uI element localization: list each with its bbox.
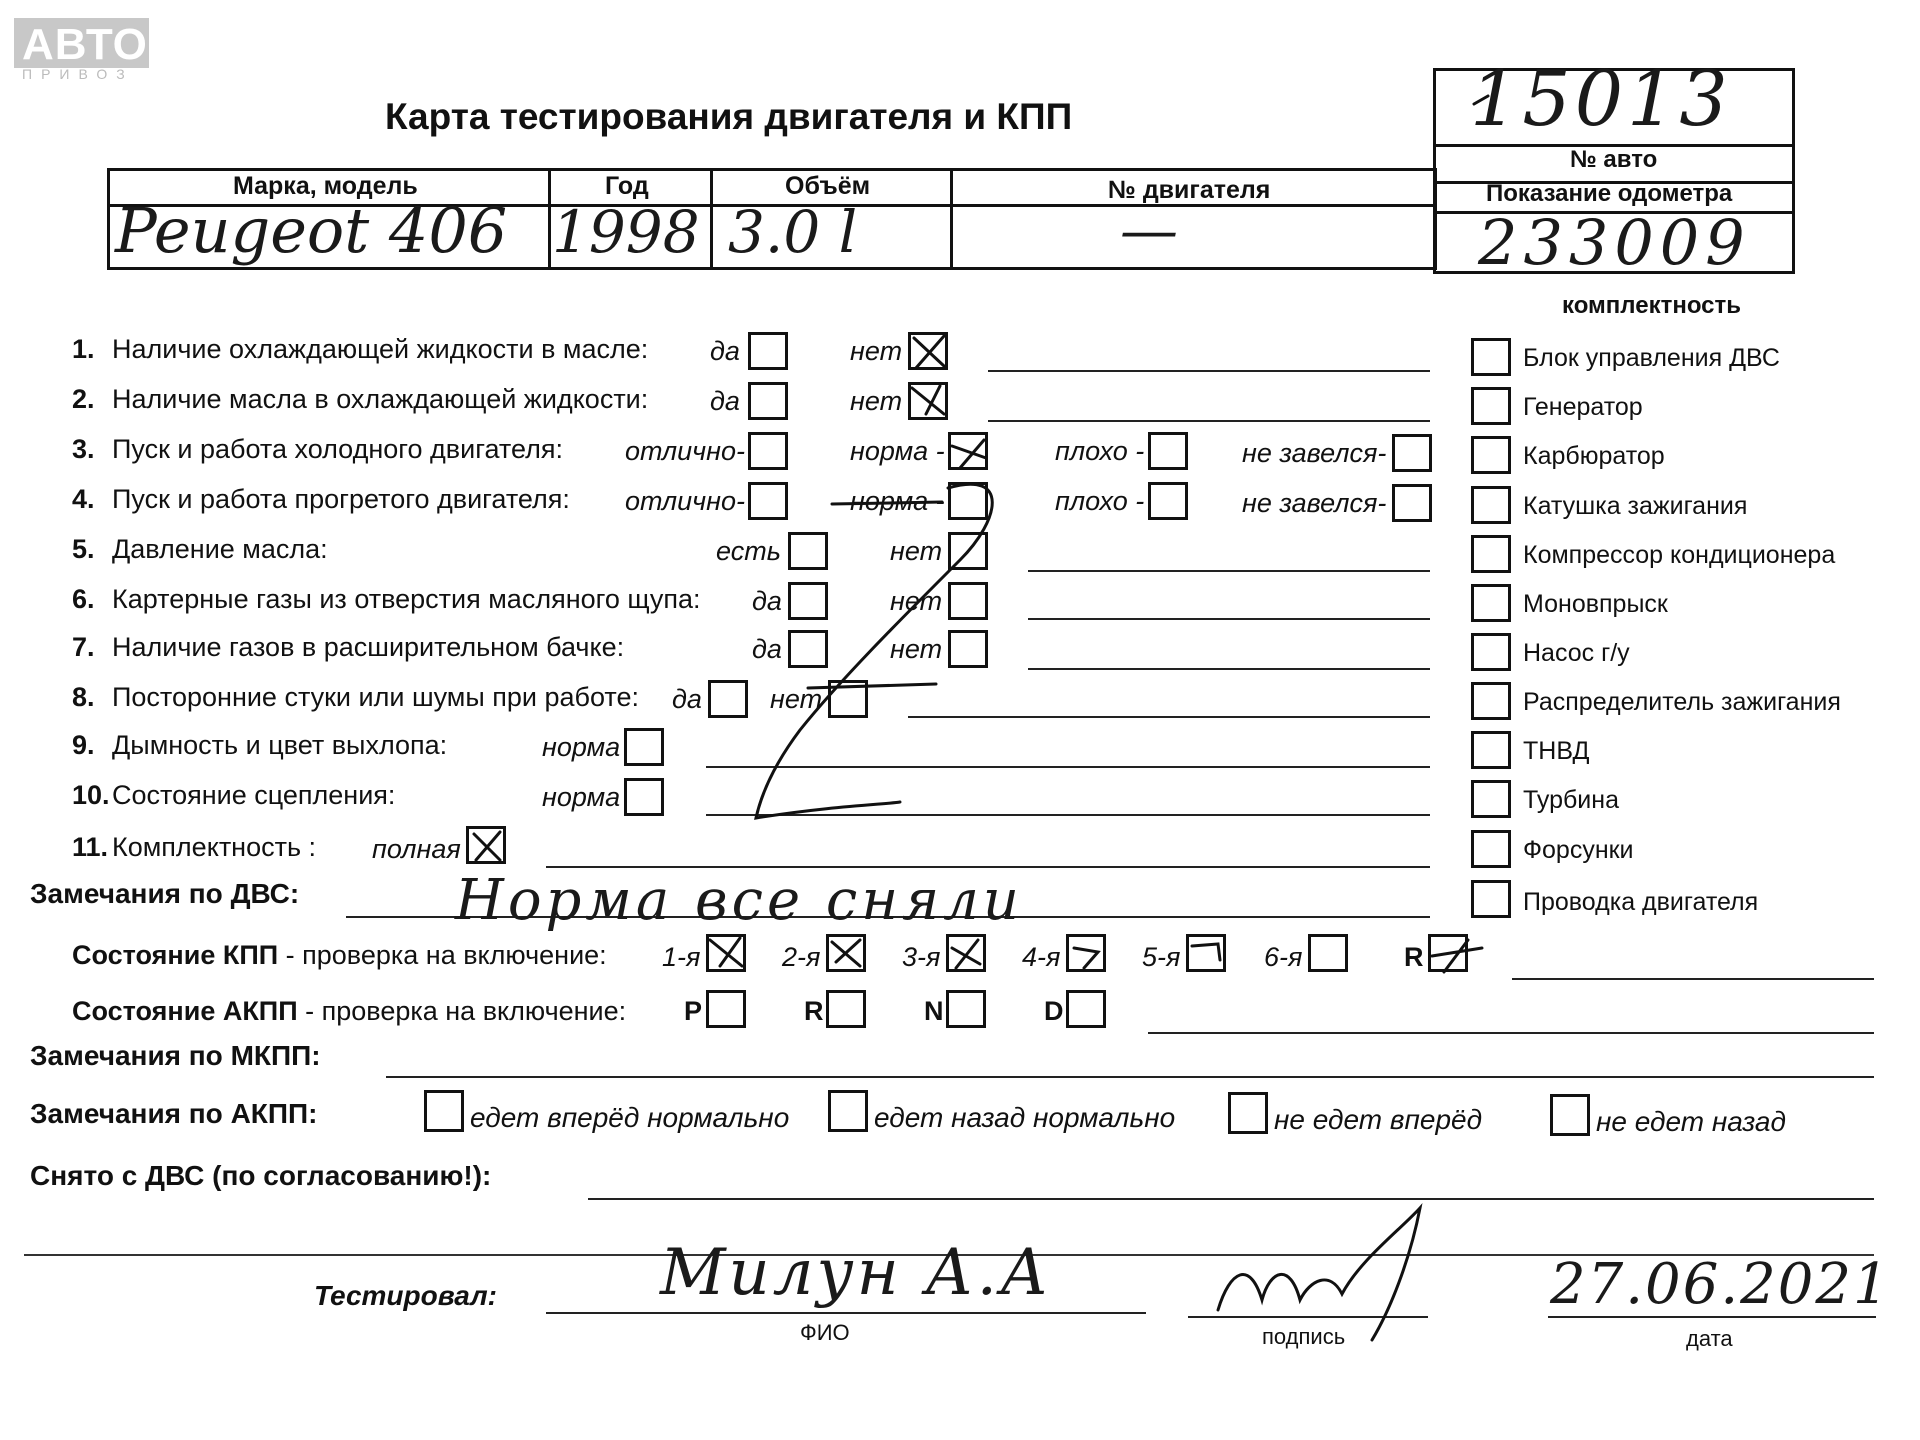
- logo-subtext: ПРИВОЗ: [22, 66, 134, 82]
- date-caption: дата: [1686, 1326, 1733, 1351]
- completeness-item-1: Блок управления ДВС: [1523, 344, 1780, 372]
- akpp-no-backward-checkbox[interactable]: [1550, 1094, 1590, 1136]
- q6-number: 6.: [72, 584, 95, 614]
- q8-note-line: [908, 716, 1430, 718]
- q7-yes-checkbox[interactable]: [788, 630, 828, 668]
- akpp-r-label: R: [804, 996, 824, 1026]
- removed-label: Снято с ДВС (по согласованию!):: [30, 1160, 492, 1191]
- akpp-label: Состояние АКПП - проверка на включение:: [72, 996, 627, 1026]
- q3-bad-checkbox[interactable]: [1148, 432, 1188, 470]
- akpp-no-backward-label: не едет назад: [1596, 1106, 1786, 1137]
- q4-nostart-checkbox[interactable]: [1392, 484, 1432, 522]
- removed-line: [588, 1198, 1874, 1200]
- q4-opt-normal-label: норма -: [850, 486, 945, 516]
- q2-number: 2.: [72, 384, 95, 414]
- completeness-item-2: Генератор: [1523, 393, 1643, 421]
- q10-number: 10.: [72, 780, 110, 810]
- q3-excellent-checkbox[interactable]: [748, 432, 788, 470]
- q4-opt-excellent-label: отлично-: [625, 486, 745, 516]
- q11-full-checkbox[interactable]: [466, 826, 506, 864]
- q5-no-checkbox[interactable]: [948, 532, 988, 570]
- q4-bad-checkbox[interactable]: [1148, 482, 1188, 520]
- car-number-label: № авто: [1570, 146, 1658, 173]
- q7-opt-yes-label: да: [752, 634, 782, 664]
- completeness-checkbox-12[interactable]: [1471, 880, 1511, 918]
- q7-number: 7.: [72, 632, 95, 662]
- kpp-label: Состояние КПП - проверка на включение:: [72, 940, 607, 970]
- q2-text: Наличие масла в охлаждающей жидкости:: [112, 384, 649, 414]
- q5-note-line: [1028, 570, 1430, 572]
- q11-number: 11.: [72, 832, 109, 862]
- q9-number: 9.: [72, 730, 95, 760]
- gear-1-label: 1-я: [662, 942, 701, 972]
- completeness-checkbox-11[interactable]: [1471, 830, 1511, 868]
- completeness-checkbox-1[interactable]: [1471, 338, 1511, 376]
- completeness-item-9: ТНВД: [1523, 737, 1590, 765]
- logo-text: АВТО: [22, 20, 148, 69]
- tester-signature: [1218, 1208, 1420, 1340]
- q9-normal-checkbox[interactable]: [624, 728, 664, 766]
- q8-yes-checkbox[interactable]: [708, 680, 748, 718]
- engine-remarks-value: Норма все сняли: [455, 868, 1023, 933]
- q4-opt-bad-label: плохо -: [1055, 486, 1145, 516]
- q1-text: Наличие охлаждающей жидкости в масле:: [112, 334, 649, 364]
- gear-6-checkbox[interactable]: [1308, 934, 1348, 972]
- completeness-item-12: Проводка двигателя: [1523, 888, 1759, 916]
- akpp-p-label: P: [684, 996, 703, 1026]
- q1-no-checkbox[interactable]: [908, 332, 948, 370]
- q2-note-line: [988, 420, 1430, 422]
- q5-opt-yes-label: есть: [716, 536, 781, 566]
- completeness-checkbox-6[interactable]: [1471, 584, 1511, 622]
- q7-no-checkbox[interactable]: [948, 630, 988, 668]
- akpp-n-label: N: [924, 996, 944, 1026]
- mkpp-remarks-label: Замечания по МКПП:: [30, 1040, 321, 1071]
- akpp-note-line: [1148, 1032, 1874, 1034]
- q1-number: 1.: [72, 334, 95, 364]
- q6-note-line: [1028, 618, 1430, 620]
- q4-text: Пуск и работа прогретого двигателя:: [112, 484, 570, 514]
- akpp-backward-ok-label: едет назад нормально: [874, 1102, 1176, 1133]
- car-number-value: 15013: [1470, 54, 1732, 143]
- completeness-item-5: Компрессор кондиционера: [1523, 541, 1836, 569]
- completeness-item-10: Турбина: [1523, 786, 1619, 814]
- gear-2-checkbox[interactable]: [826, 934, 866, 972]
- volume-value: 3.0 l: [728, 198, 858, 266]
- q2-yes-checkbox[interactable]: [748, 382, 788, 420]
- q3-opt-bad-label: плохо -: [1055, 436, 1145, 466]
- make-model-label: Марка, модель: [233, 172, 418, 200]
- q3-normal-checkbox[interactable]: [948, 432, 988, 470]
- q5-yes-checkbox[interactable]: [788, 532, 828, 570]
- q6-opt-yes-label: да: [752, 586, 782, 616]
- gear-r-label: R: [1404, 942, 1424, 972]
- q9-text: Дымность и цвет выхлопа:: [112, 730, 448, 760]
- q1-yes-checkbox[interactable]: [748, 332, 788, 370]
- make-model-value: Peugeot 406: [115, 194, 508, 267]
- completeness-item-6: Моновпрыск: [1523, 590, 1668, 618]
- gear-6-label: 6-я: [1264, 942, 1303, 972]
- q3-opt-nostart-label: не завелся-: [1242, 438, 1387, 468]
- q4-opt-nostart-label: не завелся-: [1242, 488, 1387, 518]
- completeness-checkbox-7[interactable]: [1471, 633, 1511, 671]
- tested-label: Тестировал:: [314, 1280, 497, 1311]
- akpp-backward-ok-checkbox[interactable]: [828, 1090, 868, 1132]
- tester-name-value: Милун А.А: [660, 1236, 1052, 1310]
- engine-number-label: № двигателя: [1108, 176, 1271, 204]
- q6-yes-checkbox[interactable]: [788, 582, 828, 620]
- q6-no-checkbox[interactable]: [948, 582, 988, 620]
- completeness-checkbox-8[interactable]: [1471, 682, 1511, 720]
- akpp-no-forward-checkbox[interactable]: [1228, 1092, 1268, 1134]
- q3-nostart-checkbox[interactable]: [1392, 434, 1432, 472]
- logo: [14, 18, 149, 68]
- akpp-forward-ok-label: едет вперёд нормально: [470, 1102, 790, 1133]
- akpp-r-checkbox[interactable]: [826, 990, 866, 1028]
- page-title: Карта тестирования двигателя и КПП: [385, 96, 1073, 137]
- q10-opt-normal-label: норма: [542, 782, 621, 812]
- kpp-note-line: [1512, 978, 1874, 980]
- gear-3-label: 3-я: [902, 942, 941, 972]
- engine-remarks-label: Замечания по ДВС:: [30, 878, 300, 909]
- akpp-forward-ok-checkbox[interactable]: [424, 1090, 464, 1132]
- q2-opt-no-label: нет: [850, 386, 903, 416]
- akpp-n-checkbox[interactable]: [946, 990, 986, 1028]
- year-value: 1998: [552, 198, 700, 266]
- odometer-value: 233009: [1478, 206, 1751, 279]
- completeness-item-4: Катушка зажигания: [1523, 492, 1748, 520]
- q10-normal-checkbox[interactable]: [624, 778, 664, 816]
- q1-opt-no-label: нет: [850, 336, 903, 366]
- q5-text: Давление масла:: [112, 534, 328, 564]
- q3-opt-excellent-label: отлично-: [625, 436, 745, 466]
- q8-opt-no-label: нет: [770, 684, 823, 714]
- q6-opt-no-label: нет: [890, 586, 943, 616]
- gear-4-label: 4-я: [1022, 942, 1061, 972]
- akpp-p-checkbox[interactable]: [706, 990, 746, 1028]
- tester-name-caption: ФИО: [800, 1320, 850, 1345]
- gear-5-checkbox[interactable]: [1186, 934, 1226, 972]
- gear-3-checkbox[interactable]: [946, 934, 986, 972]
- q9-opt-normal-label: норма: [542, 732, 621, 762]
- q3-opt-normal-label: норма -: [850, 436, 945, 466]
- signature-caption: подпись: [1262, 1324, 1346, 1349]
- q5-opt-no-label: нет: [890, 536, 943, 566]
- volume-label: Объём: [785, 172, 871, 200]
- q10-text: Состояние сцепления:: [112, 780, 396, 810]
- completeness-checkbox-10[interactable]: [1471, 780, 1511, 818]
- q6-text: Картерные газы из отверстия масляного щупа:: [112, 584, 701, 614]
- q3-text: Пуск и работа холодного двигателя:: [112, 434, 563, 464]
- akpp-no-forward-label: не едет вперёд: [1274, 1104, 1483, 1135]
- odometer-label: Показание одометра: [1486, 180, 1733, 207]
- test-date-value: 27.06.2021: [1550, 1252, 1891, 1317]
- q10-note-line: [706, 814, 1430, 816]
- q8-number: 8.: [72, 682, 95, 712]
- completeness-checkbox-9[interactable]: [1471, 731, 1511, 769]
- completeness-checkbox-3[interactable]: [1471, 436, 1511, 474]
- gear-1-checkbox[interactable]: [706, 934, 746, 972]
- akpp-d-checkbox[interactable]: [1066, 990, 1106, 1028]
- q11-text: Комплектность :: [112, 832, 317, 862]
- q5-number: 5.: [72, 534, 95, 564]
- q11-opt-full-label: полная: [372, 834, 461, 864]
- year-label: Год: [605, 172, 649, 200]
- tester-name-line: [546, 1312, 1146, 1314]
- q2-opt-yes-label: да: [710, 386, 740, 416]
- completeness-checkbox-5[interactable]: [1471, 535, 1511, 573]
- q4-number: 4.: [72, 484, 95, 514]
- q8-text: Посторонние стуки или шумы при работе:: [112, 682, 639, 712]
- mkpp-remarks-line: [386, 1076, 1874, 1078]
- gear-r-checkbox[interactable]: [1428, 934, 1468, 972]
- akpp-remarks-label: Замечания по АКПП:: [30, 1098, 318, 1129]
- completeness-title: комплектность: [1562, 292, 1742, 319]
- completeness-item-8: Распределитель зажигания: [1523, 688, 1841, 716]
- q8-no-checkbox[interactable]: [828, 680, 868, 718]
- completeness-checkbox-4[interactable]: [1471, 486, 1511, 524]
- q2-no-checkbox[interactable]: [908, 382, 948, 420]
- q7-text: Наличие газов в расширительном бачке:: [112, 632, 625, 662]
- completeness-checkbox-2[interactable]: [1471, 387, 1511, 425]
- gear-4-checkbox[interactable]: [1066, 934, 1106, 972]
- q9-note-line: [706, 766, 1430, 768]
- signature-line: [1188, 1316, 1428, 1318]
- q4-normal-checkbox[interactable]: [948, 482, 988, 520]
- q1-note-line: [988, 370, 1430, 372]
- q8-opt-yes-label: да: [672, 684, 702, 714]
- gear-2-label: 2-я: [782, 942, 821, 972]
- q1-opt-yes-label: да: [710, 336, 740, 366]
- completeness-item-3: Карбюратор: [1523, 442, 1665, 470]
- completeness-item-11: Форсунки: [1523, 836, 1634, 864]
- q7-opt-no-label: нет: [890, 634, 943, 664]
- q7-note-line: [1028, 668, 1430, 670]
- gear-5-label: 5-я: [1142, 942, 1181, 972]
- engine-number-value: —: [1120, 196, 1178, 264]
- completeness-item-7: Насос г/у: [1523, 639, 1630, 667]
- q4-excellent-checkbox[interactable]: [748, 482, 788, 520]
- akpp-d-label: D: [1044, 996, 1064, 1026]
- q3-number: 3.: [72, 434, 95, 464]
